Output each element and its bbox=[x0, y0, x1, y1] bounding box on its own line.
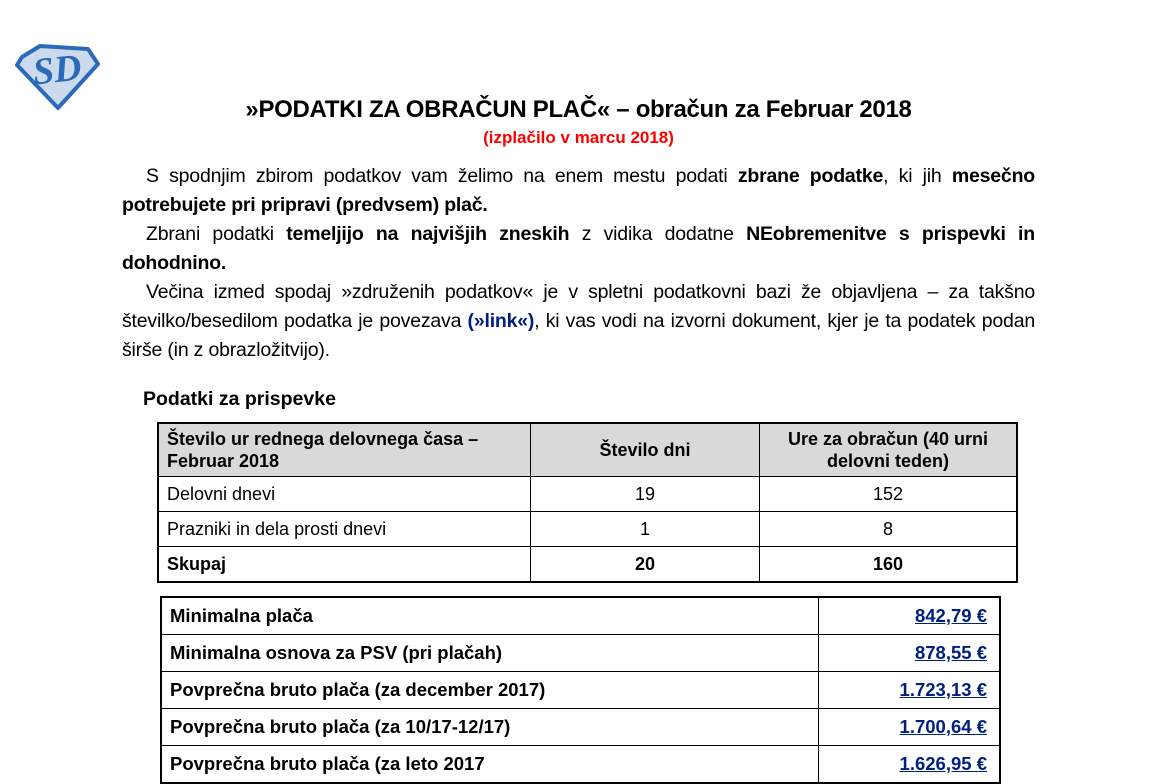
hours-table-header-row bbox=[158, 423, 1017, 477]
table-row bbox=[161, 635, 1000, 672]
intro-paragraph-1: S spodnjim zbirom podatkov vam želimo na enem mestu podati zbrane podatke, ki jih mesečno potrebujete pri pripravi (predvsem) plač. bbox=[122, 165, 1036, 216]
hours-table bbox=[157, 422, 1018, 583]
document-content bbox=[122, 96, 1035, 784]
amount-label: Povprečna bruto plača (za leto 2017 bbox=[161, 746, 819, 784]
intro-paragraph-3: Večina izmed spodaj »združenih podatkov« je v spletni podatkovni bazi že objavljena – za takšno številko/besedilom podatka je povezava (»link«), ki vas vodi na izvorni dokument, kjer je ta podatek podan širše (in z obrazložitvijo). bbox=[122, 281, 1035, 361]
table-row bbox=[161, 746, 1000, 784]
row-hours: 8 bbox=[760, 512, 1018, 547]
amount-value-cell bbox=[819, 635, 1001, 672]
hours-header-label: Število ur rednega delovnega časa – Februar 2018 bbox=[158, 423, 531, 477]
amount-value-link[interactable]: 1.626,95 € bbox=[899, 753, 987, 774]
row-hours: 160 bbox=[760, 547, 1018, 583]
amount-value-link[interactable]: 1.700,64 € bbox=[899, 716, 987, 737]
row-label: Prazniki in dela prosti dnevi bbox=[158, 512, 531, 547]
amount-value-cell bbox=[819, 597, 1001, 635]
table-row-total bbox=[158, 547, 1017, 583]
hours-header-days: Število dni bbox=[531, 423, 760, 477]
table-row bbox=[161, 672, 1000, 709]
amount-label: Povprečna bruto plača (za december 2017) bbox=[161, 672, 819, 709]
row-days: 19 bbox=[531, 477, 760, 512]
table-row bbox=[158, 477, 1017, 512]
logo-text: SD bbox=[30, 46, 84, 94]
section-heading-prispevki: Podatki za prispevke bbox=[143, 388, 336, 410]
table-row bbox=[161, 597, 1000, 635]
row-label: Delovni dnevi bbox=[158, 477, 531, 512]
row-label: Skupaj bbox=[158, 547, 531, 583]
amount-value-cell bbox=[819, 746, 1001, 784]
sd-logo-icon bbox=[14, 42, 102, 112]
amount-label: Minimalna plača bbox=[161, 597, 819, 635]
amounts-table bbox=[160, 596, 1001, 784]
table-row bbox=[161, 709, 1000, 746]
row-days: 20 bbox=[531, 547, 760, 583]
amount-label: Povprečna bruto plača (za 10/17-12/17) bbox=[161, 709, 819, 746]
amount-label: Minimalna osnova za PSV (pri plačah) bbox=[161, 635, 819, 672]
page-title: »PODATKI ZA OBRAČUN PLAČ« – obračun za Februar 2018 bbox=[245, 96, 912, 123]
amount-value-link[interactable]: 878,55 € bbox=[914, 642, 987, 663]
amount-value-cell bbox=[819, 672, 1001, 709]
row-hours: 152 bbox=[760, 477, 1018, 512]
row-days: 1 bbox=[531, 512, 760, 547]
amount-value-link[interactable]: 1.723,13 € bbox=[899, 679, 987, 700]
page-subtitle: (izplačilo v marcu 2018) bbox=[483, 128, 674, 147]
intro-paragraph-2: Zbrani podatki temeljijo na najvišjih zneskih z vidika dodatne NEobremenitve s prispevki in dohodnino. bbox=[122, 223, 1035, 274]
hours-header-hours: Ure za obračun (40 urni delovni teden) bbox=[760, 423, 1018, 477]
amount-value-link[interactable]: 842,79 € bbox=[914, 605, 987, 626]
amount-value-cell bbox=[819, 709, 1001, 746]
table-row bbox=[158, 512, 1017, 547]
